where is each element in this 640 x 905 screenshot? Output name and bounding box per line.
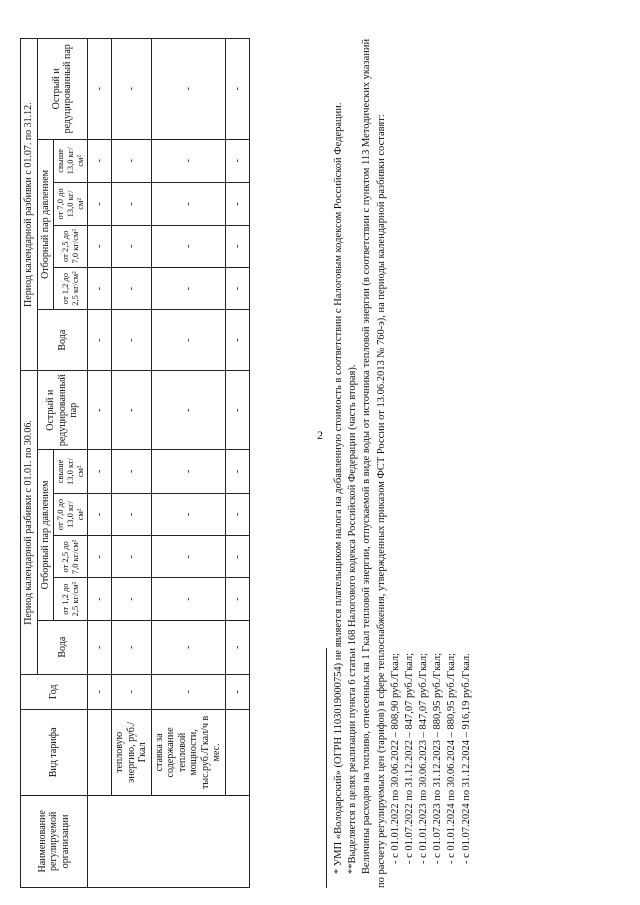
value-cell: - xyxy=(151,493,225,536)
value-cell: - xyxy=(112,267,152,309)
value-cell: - xyxy=(112,371,152,450)
header-steam-sharp-2: Острый и редуцированный пар xyxy=(37,39,88,140)
value-cell: - xyxy=(88,139,112,183)
page-number: 2 xyxy=(317,428,323,442)
header-steam-sharp-1: Острый и редуцированный пар xyxy=(37,371,88,450)
header-pressure-4: свыше 13,0 кг/см² xyxy=(54,450,88,494)
header-pressure-2b: от 2,5 до 7,0 кг/см² xyxy=(54,225,88,267)
value-cell: - xyxy=(225,371,249,450)
value-cell: - xyxy=(112,39,152,140)
tariff-cell xyxy=(225,710,249,796)
header-pressure-4b: свыше 13,0 кг/см² xyxy=(54,139,88,183)
header-steam-extract-1: Отборный пар давлением xyxy=(37,450,54,621)
value-cell: - xyxy=(151,39,225,140)
value-cell: - xyxy=(225,139,249,183)
table-row xyxy=(88,39,112,888)
footnote-3: Величины расходов на топливо, отнесенных на 1 Гкал тепловой энергии, отпускаемой в виде воды от источника тепловой энергии (в соответствии с пунктом 113 Методических указаний по расчету регулируемых цен (тарифов) в сфере теплоснабжения, утвержденных приказом ФСТ России от 13.06.2013 № 760-э), на периоды календарной разбивки составят: xyxy=(361,38,387,888)
header-pressure-3b: от 7,0 до 13,0 кг/см² xyxy=(54,183,88,226)
list-item: - с 01.07.2023 по 31.12.2023 – 880,95 руб./Гкал; xyxy=(432,652,444,864)
header-steam-extract-2: Отборный пар давлением xyxy=(37,139,54,310)
header-pressure-1b: от 1,2 до 2,5 кг/см² xyxy=(54,267,88,309)
header-year: Год xyxy=(21,674,88,709)
value-cell: - xyxy=(112,310,152,371)
value-cell: - xyxy=(88,493,112,536)
value-cell: - xyxy=(225,225,249,267)
value-cell: - xyxy=(151,371,225,450)
list-item: - с 01.01.2023 по 30.06.2023 – 847,07 руб./Гкал; xyxy=(418,652,430,864)
value-cell: - xyxy=(225,267,249,309)
list-item: - с 01.01.2024 по 30.06.2024 – 880,95 руб./Гкал; xyxy=(446,652,458,864)
value-cell: - xyxy=(88,578,112,620)
tariff-cell: тепловую энергию, руб./Гкал xyxy=(112,710,152,796)
value-cell: - xyxy=(225,39,249,140)
year-cell: - xyxy=(112,674,152,709)
value-cell: - xyxy=(88,620,112,674)
header-pressure-1: от 1,2 до 2,5 кг/см² xyxy=(54,578,88,620)
value-cell: - xyxy=(151,620,225,674)
value-cell: - xyxy=(112,450,152,494)
header-water-1: Вода xyxy=(37,620,88,674)
value-cell: - xyxy=(112,183,152,226)
footnote-2: **Выделяется в целях реализации пункта 6 статьи 168 Налогового кодекса Российской Федерации (часть вторая). xyxy=(347,364,359,874)
header-water-2: Вода xyxy=(37,310,88,371)
tariff-cell: ставка за содержание тепловой мощности, тыс.руб./Гкал/ч в мес. xyxy=(151,710,225,796)
header-org: Наименование регулируемой организации xyxy=(21,795,88,887)
value-cell: - xyxy=(151,450,225,494)
org-cell xyxy=(88,795,250,887)
value-cell: - xyxy=(225,450,249,494)
header-period-2: Период календарной разбивки с 01.07. по 31.12. xyxy=(21,39,38,371)
header-pressure-3: от 7,0 до 13,0 кг/см² xyxy=(54,493,88,536)
value-cell: - xyxy=(225,183,249,226)
value-cell: - xyxy=(225,310,249,371)
tariff-table xyxy=(20,38,250,888)
value-cell: - xyxy=(88,536,112,578)
table-row xyxy=(112,39,152,888)
footnote-1: * УМП «Володарский» (ОГРН 1103019000754) не является плательщиком налога на добавленную стоимость в соответствии с Налоговым кодексом Российской Федерации. xyxy=(333,102,344,874)
table-row xyxy=(225,39,249,888)
value-cell: - xyxy=(88,310,112,371)
value-cell: - xyxy=(88,450,112,494)
value-cell: - xyxy=(112,139,152,183)
year-cell: - xyxy=(88,674,112,709)
value-cell: - xyxy=(112,620,152,674)
rotated-content xyxy=(20,28,630,888)
value-cell: - xyxy=(151,536,225,578)
value-cell: - xyxy=(151,267,225,309)
value-cell: - xyxy=(151,183,225,226)
year-cell: - xyxy=(151,674,225,709)
value-cell: - xyxy=(225,620,249,674)
value-cell: - xyxy=(225,493,249,536)
value-cell: - xyxy=(225,536,249,578)
value-cell: - xyxy=(151,578,225,620)
header-pressure-2: от 2,5 до 7,0 кг/см² xyxy=(54,536,88,578)
table-row xyxy=(151,39,225,888)
value-cell: - xyxy=(151,225,225,267)
value-cell: - xyxy=(88,225,112,267)
value-cell: - xyxy=(112,578,152,620)
footnotes xyxy=(332,38,474,888)
value-cell: - xyxy=(88,183,112,226)
list-item: - с 01.07.2022 по 31.12.2022 – 847,07 руб./Гкал; xyxy=(403,652,415,864)
fuel-cost-list xyxy=(389,38,474,888)
header-tariff: Вид тарифа xyxy=(21,710,88,796)
value-cell: - xyxy=(112,493,152,536)
year-cell: - xyxy=(225,674,249,709)
header-period-1: Период календарной разбивки с 01.01. по 30.06. xyxy=(21,371,38,674)
value-cell: - xyxy=(151,310,225,371)
value-cell: - xyxy=(225,578,249,620)
value-cell: - xyxy=(88,371,112,450)
value-cell: - xyxy=(88,267,112,309)
value-cell: - xyxy=(112,536,152,578)
tariff-cell xyxy=(88,710,112,796)
footnote-separator xyxy=(326,648,327,888)
value-cell: - xyxy=(112,225,152,267)
list-item: - с 01.07.2024 по 31.12.2024 – 916,19 руб./Гкал. xyxy=(460,653,472,864)
value-cell: - xyxy=(151,139,225,183)
value-cell: - xyxy=(88,39,112,140)
list-item: - с 01.01.2022 по 30.06.2022 – 808,90 руб./Гкал; xyxy=(389,652,401,864)
